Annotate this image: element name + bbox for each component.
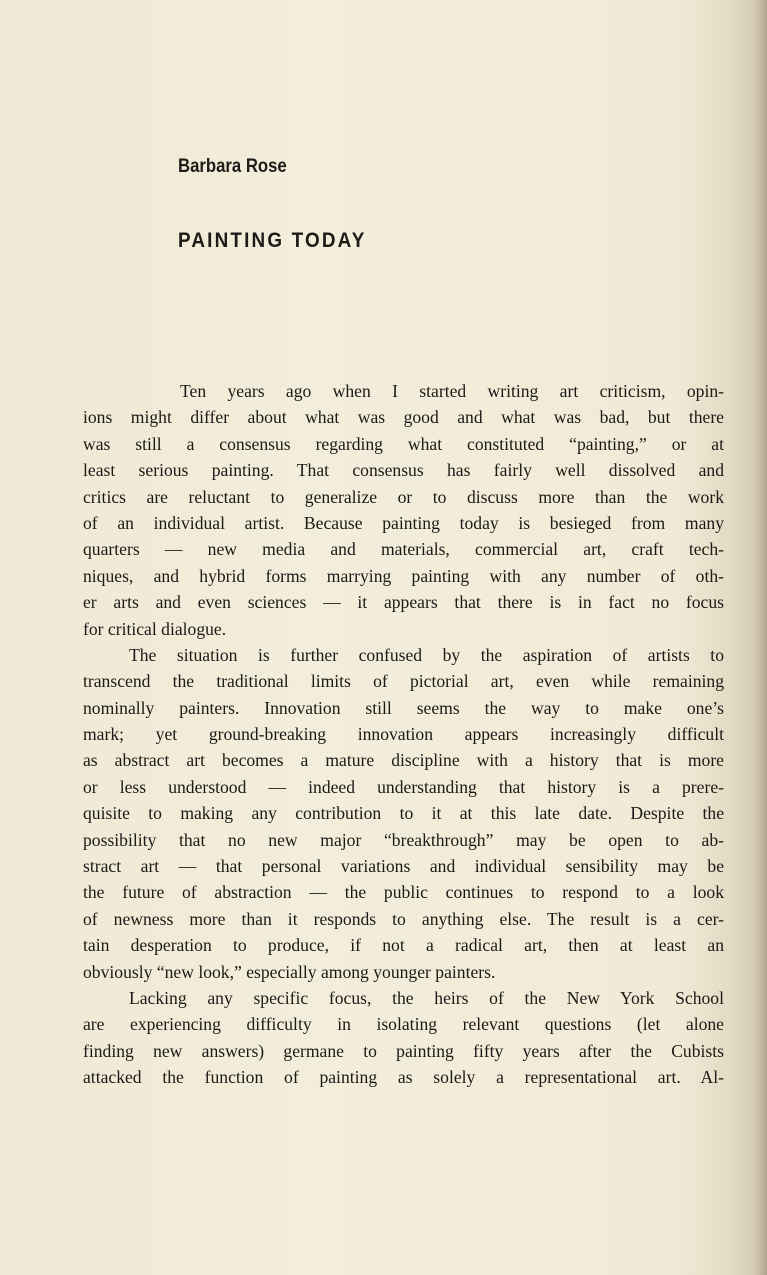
body-line: of newness more than it responds to anything else. The result is a cer-: [83, 908, 724, 929]
article-title: PAINTING TODAY: [178, 229, 367, 252]
body-line: ions might differ about what was good and what was bad, but there: [83, 407, 724, 428]
body-line: as abstract art becomes a mature discipline with a history that is more: [83, 750, 724, 771]
body-line: was still a consensus regarding what constituted “painting,” or at: [83, 433, 724, 454]
body-line: tain desperation to produce, if not a radical art, then at least an: [83, 935, 724, 956]
body-line: nominally painters. Innovation still seems the way to make one’s: [83, 697, 724, 718]
body-line: of an individual artist. Because painting today is besieged from many: [83, 512, 724, 533]
body-line: er arts and even sciences — it appears that there is in fact no focus: [83, 592, 724, 613]
body-line: stract art — that personal variations and individual sensibility may be: [83, 856, 724, 877]
body-line: obviously “new look,” especially among younger painters.: [83, 961, 496, 982]
article-body: [83, 378, 724, 1091]
body-line: transcend the traditional limits of pictorial art, even while remaining: [83, 671, 724, 692]
body-line: finding new answers) germane to painting fifty years after the Cubists: [83, 1040, 724, 1061]
author-name: Barbara Rose: [178, 156, 287, 177]
body-line: for critical dialogue.: [83, 618, 227, 639]
body-line: the future of abstraction — the public continues to respond to a look: [83, 882, 724, 903]
body-line: critics are reluctant to generalize or to discuss more than the work: [83, 486, 724, 507]
body-line: attacked the function of painting as solely a representational art. Al-: [83, 1067, 724, 1088]
body-line: least serious painting. That consensus has fairly well dissolved and: [83, 460, 724, 481]
body-line: The situation is further confused by the aspiration of artists to: [129, 644, 724, 665]
page-gutter-shadow: [753, 0, 767, 1275]
body-line: quisite to making any contribution to it at this late date. Despite the: [83, 803, 724, 824]
body-line: possibility that no new major “breakthrough” may be open to ab-: [83, 829, 724, 850]
body-line: Ten years ago when I started writing art criticism, opin-: [180, 381, 724, 401]
body-line: are experiencing difficulty in isolating relevant questions (let alone: [83, 1014, 724, 1035]
body-line: or less understood — indeed understanding that history is a prere-: [83, 776, 724, 797]
body-line: quarters — new media and materials, commercial art, craft tech-: [83, 539, 724, 560]
body-line: niques, and hybrid forms marrying painting with any number of oth-: [83, 565, 724, 586]
body-line: mark; yet ground-breaking innovation appears increasingly difficult: [83, 724, 724, 745]
body-line: Lacking any specific focus, the heirs of the New York School: [129, 987, 724, 1008]
